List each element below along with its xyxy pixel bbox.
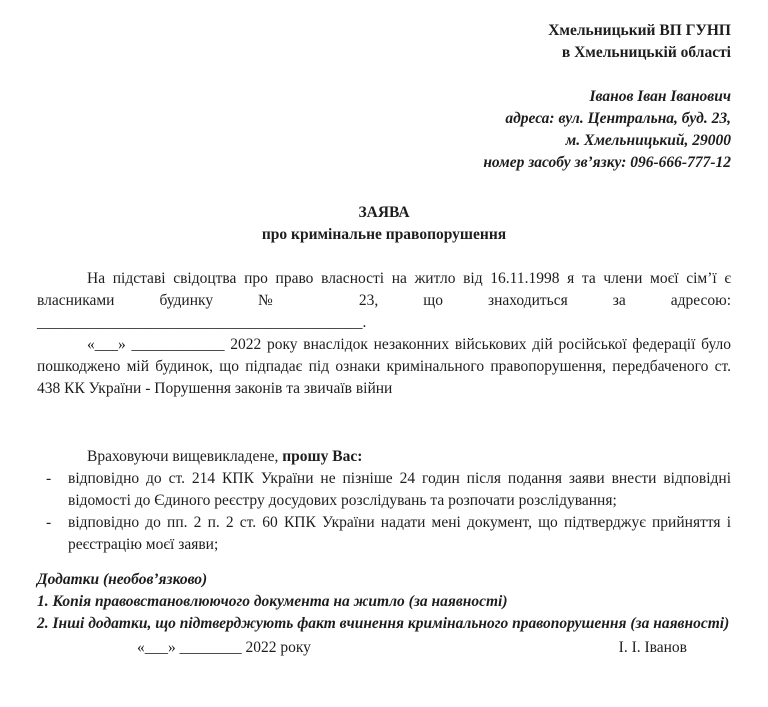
title-block [37,202,731,246]
attachments-block [37,569,731,635]
date-blank-line: «___» ________ 2022 року [137,639,311,656]
recipient-line: Хмельницький ВП ГУНП [548,22,731,39]
document-title: ЗАЯВА [358,204,410,221]
bullet-text: відповідно до ст. 214 КПК України не пізніше 24 годин після подання заяви внести відповідні відомості до Єдиного реєстру досудових розслідувань та розпочати розслідування; [68,470,731,509]
footer-block [37,637,731,659]
bullet-item [37,468,731,512]
dash-marker: - [46,470,52,487]
applicant-address-city: м. Хмельницький, 29000 [565,132,731,149]
request-intro [37,446,731,468]
attachments-heading: Додатки (необов’язково) [37,571,208,588]
paragraph-ownership: На підставі свідоцтва про право власності на житло від 16.11.1998 я та члени моєї сім’ї є власниками будинку № 23, що знаходиться за адресою: __________________________________________. [37,270,731,331]
request-intro-text: Враховуючи вищевикладене, [87,448,283,465]
attachment-item: 2. Інші додатки, що підтверджують факт вчинення кримінального правопорушення (за наявності) [37,615,730,632]
request-intro-emphasis: прошу Вас: [282,448,363,465]
applicant-block [37,86,731,174]
recipient-line: в Хмельницькій області [561,44,731,61]
attachment-item: 1. Копія правовстановлюючого документа на житло (за наявності) [37,593,508,610]
applicant-name: Іванов Іван Іванович [589,88,731,105]
signature-name: І. І. Іванов [618,639,687,656]
dash-marker: - [46,514,52,531]
bullet-item [37,512,731,556]
applicant-phone: номер засобу зв’язку: 096-666-777-12 [483,154,731,171]
document-subtitle: про кримінальне правопорушення [261,226,507,243]
paragraph-damage: «___» ____________ 2022 року внаслідок незаконних військових дій російської федерації було пошкоджено мій будинок, що підпадає під ознаки кримінального правопорушення, передбаченого ст. 438 КК України - Порушення законів та звичаїв війни [37,336,731,397]
recipient-block [37,20,731,64]
applicant-address-street: адреса: вул. Центральна, буд. 23, [505,110,731,127]
bullet-text: відповідно до пп. 2 п. 2 ст. 60 КПК України надати мені документ, що підтверджує прийняття і реєстрацію моєї заяви; [68,514,731,553]
